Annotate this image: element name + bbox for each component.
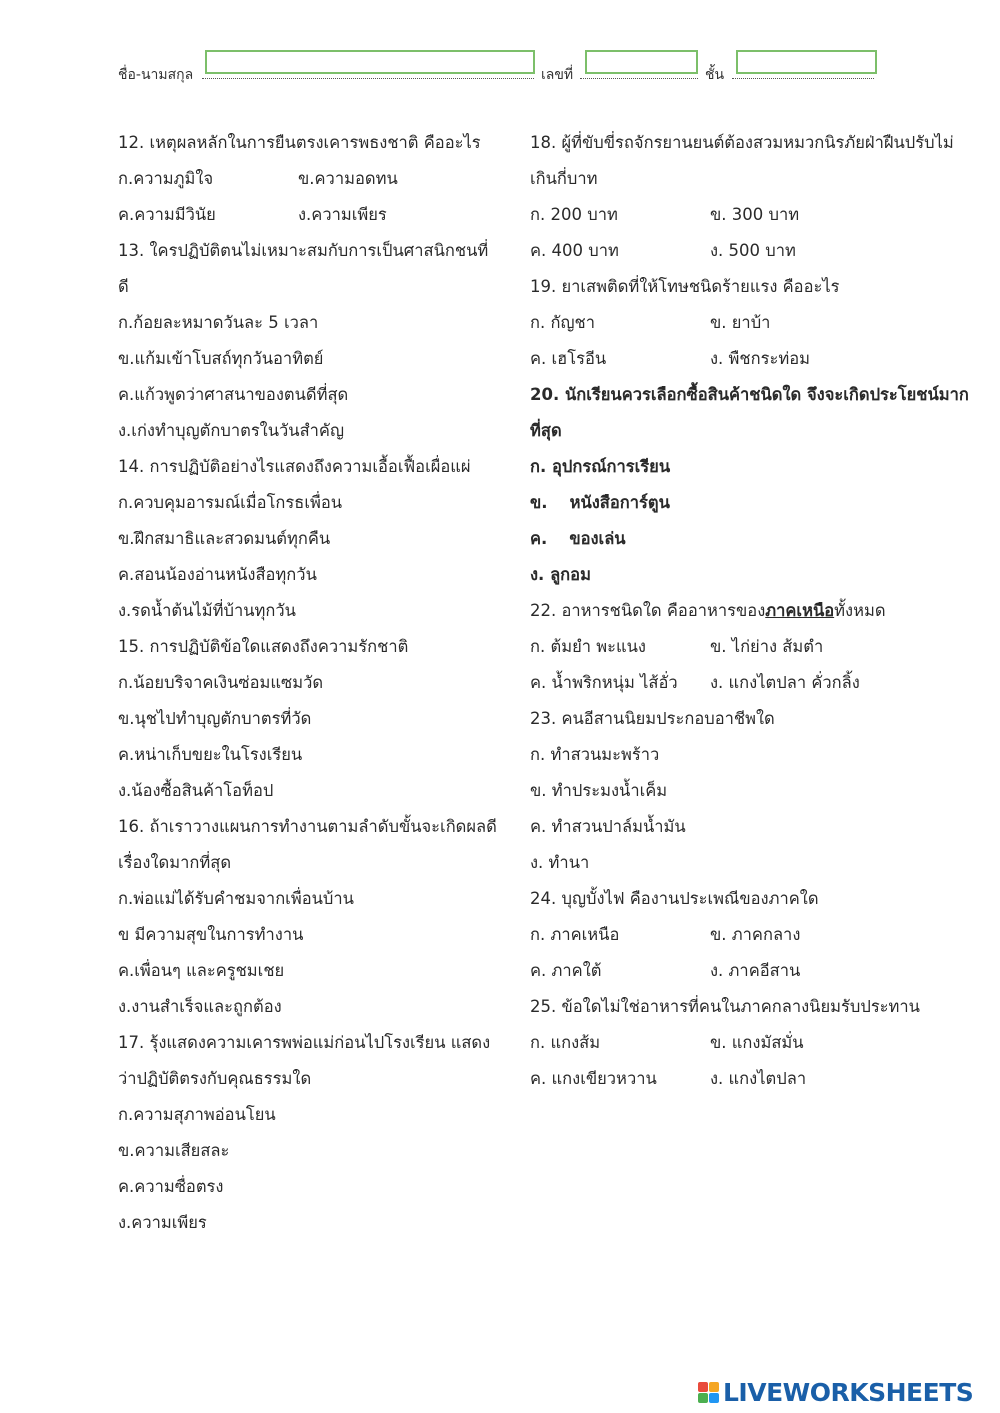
left-column	[118, 125, 498, 1241]
question-22-pre: 22. อาหารชนิดใด คืออาหารของ	[530, 601, 766, 620]
name-input[interactable]	[205, 50, 535, 74]
q20-option-d[interactable]: ง. ลูกอม	[530, 565, 591, 584]
q20-option-b-text: หนังสือการ์ตูน	[569, 493, 670, 512]
question-18: 18. ผู้ที่ขับขี่รถจักรยานยนต์ต้องสวมหมวกนิรภัยฝ่าฝืนปรับไม่เกินกี่บาท	[530, 133, 954, 188]
q25-option-d[interactable]: ง. แกงไตปลา	[710, 1069, 807, 1088]
q22-option-b[interactable]: ข. ไก่ย่าง ส้มตำ	[710, 637, 824, 656]
q16-option-c[interactable]: ค.เพื่อนๆ และครูชมเชย	[118, 961, 285, 980]
q20-option-b-prefix: ข.	[530, 493, 548, 512]
liveworksheets-logo-icon	[698, 1382, 719, 1403]
q13-option-a[interactable]: ก.ก้อยละหมาดวันละ 5 เวลา	[118, 313, 319, 332]
q23-option-d[interactable]: ง. ทำนา	[530, 853, 590, 872]
q25-option-b[interactable]: ข. แกงมัสมั่น	[710, 1033, 804, 1052]
question-22-post: ทั้งหมด	[834, 601, 886, 620]
q18-options-row1	[530, 197, 970, 233]
question-14: 14. การปฏิบัติอย่างไรแสดงถึงความเอื้อเฟื้อเผื่อแผ่	[118, 457, 471, 476]
question-23: 23. คนอีสานนิยมประกอบอาชีพใด	[530, 709, 775, 728]
logo-square-1	[698, 1382, 708, 1392]
q16-option-d[interactable]: ง.งานสำเร็จและถูกต้อง	[118, 997, 282, 1016]
q19-option-d[interactable]: ง. พืชกระท่อม	[710, 349, 810, 368]
q19-option-b[interactable]: ข. ยาบ้า	[710, 313, 771, 332]
q23-option-c[interactable]: ค. ทำสวนปาล์มน้ำมัน	[530, 817, 686, 836]
q20-option-b[interactable]	[530, 485, 970, 521]
q18-options-row2	[530, 233, 970, 269]
logo-square-3	[698, 1393, 708, 1403]
q14-option-a[interactable]: ก.ควบคุมอารมณ์เมื่อโกรธเพื่อน	[118, 493, 343, 512]
q19-options-row2	[530, 341, 970, 377]
q18-option-a[interactable]: ก. 200 บาท	[530, 205, 618, 224]
q18-option-c[interactable]: ค. 400 บาท	[530, 241, 619, 260]
q18-option-d[interactable]: ง. 500 บาท	[710, 241, 796, 260]
q25-option-a[interactable]: ก. แกงส้ม	[530, 1033, 601, 1052]
number-label: เลขที่	[541, 67, 574, 83]
q16-option-b[interactable]: ข มีความสุขในการทำงาน	[118, 925, 304, 944]
q18-option-b[interactable]: ข. 300 บาท	[710, 205, 800, 224]
q23-option-a[interactable]: ก. ทำสวนมะพร้าว	[530, 745, 660, 764]
liveworksheets-logo	[698, 1378, 973, 1407]
number-input[interactable]	[585, 50, 698, 74]
question-13: 13. ใครปฏิบัติตนไม่เหมาะสมกับการเป็นศาสนิกชนที่ดี	[118, 241, 489, 296]
question-15: 15. การปฏิบัติข้อใดแสดงถึงความรักชาติ	[118, 637, 409, 656]
question-19: 19. ยาเสพติดที่ให้โทษชนิดร้ายแรง คืออะไร	[530, 277, 840, 296]
q17-option-c[interactable]: ค.ความซื่อตรง	[118, 1177, 224, 1196]
class-input[interactable]	[736, 50, 877, 74]
q20-option-a[interactable]: ก. อุปกรณ์การเรียน	[530, 457, 671, 476]
q20-option-c[interactable]	[530, 521, 970, 557]
q14-option-b[interactable]: ข.ฝึกสมาธิและสวดมนต์ทุกคืน	[118, 529, 331, 548]
q22-options-row1	[530, 629, 970, 665]
liveworksheets-logo-text: LIVEWORKSHEETS	[723, 1378, 974, 1407]
q22-option-d[interactable]: ง. แกงไตปลา คั่วกลิ้ง	[710, 673, 860, 692]
q24-option-a[interactable]: ก. ภาคเหนือ	[530, 925, 620, 944]
q13-option-d[interactable]: ง.เก่งทำบุญตักบาตรในวันสำคัญ	[118, 421, 344, 440]
name-dotted-line	[202, 78, 534, 79]
q23-option-b[interactable]: ข. ทำประมงน้ำเค็ม	[530, 781, 668, 800]
q24-option-c[interactable]: ค. ภาคใต้	[530, 961, 602, 980]
q15-option-d[interactable]: ง.น้องซื้อสินค้าโอท็อป	[118, 781, 274, 800]
logo-square-2	[709, 1382, 719, 1392]
q12-options-row2	[118, 197, 498, 233]
q12-option-d[interactable]: ง.ความเพียร	[298, 205, 387, 224]
question-22-emphasis: ภาคเหนือ	[765, 601, 835, 620]
q13-option-b[interactable]: ข.แก้มเข้าโบสถ์ทุกวันอาทิตย์	[118, 349, 324, 368]
q19-options-row1	[530, 305, 970, 341]
q20-option-c-text: ของเล่น	[569, 529, 626, 548]
class-dotted-line	[732, 78, 874, 79]
class-label: ชั้น	[705, 67, 725, 83]
q22-option-c[interactable]: ค. น้ำพริกหนุ่ม ไส้อั่ว	[530, 673, 678, 692]
question-22	[530, 593, 970, 629]
q24-options-row2	[530, 953, 970, 989]
question-20: 20. นักเรียนควรเลือกซื้อสินค้าชนิดใด จึงจะเกิดประโยชน์มากที่สุด	[530, 385, 969, 440]
right-column	[530, 125, 970, 1097]
question-25: 25. ข้อใดไม่ใช่อาหารที่คนในภาคกลางนิยมรับประทาน	[530, 997, 920, 1016]
q14-option-c[interactable]: ค.สอนน้องอ่านหนังสือทุกวัน	[118, 565, 317, 584]
q22-option-a[interactable]: ก. ต้มยำ พะแนง	[530, 637, 646, 656]
q15-option-a[interactable]: ก.น้อยบริจาคเงินซ่อมแซมวัด	[118, 673, 324, 692]
q25-options-row2	[530, 1061, 970, 1097]
q24-option-d[interactable]: ง. ภาคอีสาน	[710, 961, 801, 980]
q15-option-c[interactable]: ค.หน่าเก็บขยะในโรงเรียน	[118, 745, 303, 764]
q19-option-c[interactable]: ค. เฮโรอีน	[530, 349, 607, 368]
question-16: 16. ถ้าเราวางแผนการทำงานตามลำดับขั้นจะเกิดผลดีเรื่องใดมากที่สุด	[118, 817, 497, 872]
q22-options-row2	[530, 665, 970, 701]
q12-option-c[interactable]: ค.ความมีวินัย	[118, 205, 216, 224]
q13-option-c[interactable]: ค.แก้วพูดว่าศาสนาของตนดีที่สุด	[118, 385, 349, 404]
number-dotted-line	[580, 78, 698, 79]
q17-option-b[interactable]: ข.ความเสียสละ	[118, 1141, 230, 1160]
q19-option-a[interactable]: ก. กัญชา	[530, 313, 595, 332]
q20-option-c-prefix: ค.	[530, 529, 548, 548]
q14-option-d[interactable]: ง.รดน้ำต้นไม้ที่บ้านทุกวัน	[118, 601, 296, 620]
q24-option-b[interactable]: ข. ภาคกลาง	[710, 925, 801, 944]
q25-option-c[interactable]: ค. แกงเขียวหวาน	[530, 1069, 657, 1088]
q16-option-a[interactable]: ก.พ่อแม่ได้รับคำชมจากเพื่อนบ้าน	[118, 889, 354, 908]
logo-square-4	[709, 1393, 719, 1403]
q17-option-a[interactable]: ก.ความสุภาพอ่อนโยน	[118, 1105, 276, 1124]
q12-option-a[interactable]: ก.ความภูมิใจ	[118, 169, 214, 188]
q15-option-b[interactable]: ข.นุชไปทำบุญตักบาตรที่วัด	[118, 709, 312, 728]
question-12: 12. เหตุผลหลักในการยืนตรงเคารพธงชาติ คืออะไร	[118, 133, 481, 152]
name-label: ชื่อ-นามสกุล	[118, 67, 194, 83]
question-24: 24. บุญบั้งไฟ คืองานประเพณีของภาคใด	[530, 889, 819, 908]
q24-options-row1	[530, 917, 970, 953]
q25-options-row1	[530, 1025, 970, 1061]
q12-options-row1	[118, 161, 498, 197]
question-17: 17. รุ้งแสดงความเคารพพ่อแม่ก่อนไปโรงเรียน แสดงว่าปฏิบัติตรงกับคุณธรรมใด	[118, 1033, 491, 1088]
q17-option-d[interactable]: ง.ความเพียร	[118, 1213, 207, 1232]
q12-option-b[interactable]: ข.ความอดทน	[298, 169, 398, 188]
